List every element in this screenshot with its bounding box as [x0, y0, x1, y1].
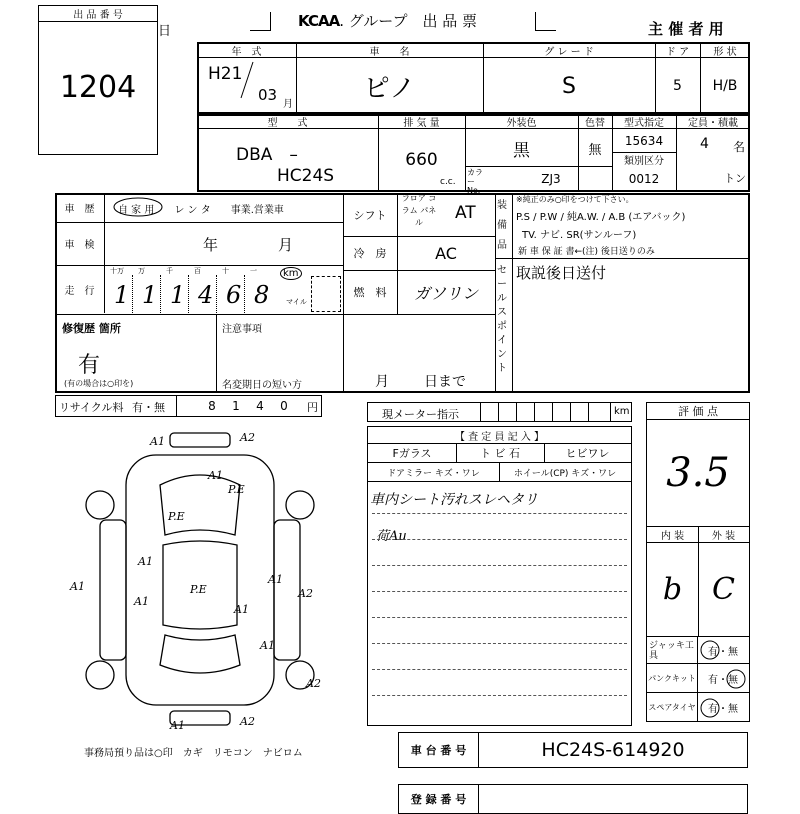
wheel-front-right	[286, 491, 314, 519]
color-value: 黒	[513, 140, 530, 161]
chassis-label: 車 台 番 号	[399, 733, 479, 767]
recolor-header: 色替	[585, 118, 605, 129]
history-label: 車 歴	[64, 204, 95, 215]
repair-label: 修復歴 箇所	[62, 322, 121, 335]
damage-mark: P.E	[190, 583, 207, 596]
equipment-line1: P.S / P.W / 純A.W. / A.B (エアバック)	[516, 212, 686, 223]
shift-options: フロア コラム パネル	[401, 194, 437, 227]
inspector-line1: 車内シート汚れスレヘタリ	[370, 492, 538, 508]
car-name: ピノ	[363, 73, 416, 104]
inspector-line2: 荷Au	[376, 529, 407, 544]
damage-diagram	[60, 425, 340, 735]
recycle-row: リサイクル料 有・無 8 1 4 0 円	[55, 395, 322, 417]
damage-mark: A1	[70, 580, 85, 593]
class-code: 0012	[628, 172, 660, 186]
puncture-kit-label: パンクキット	[648, 673, 696, 683]
month-value: 03	[258, 86, 278, 104]
meter-unit: km	[614, 406, 630, 417]
type-prefix: DBA –	[236, 145, 298, 165]
door-header: ド ア	[665, 46, 690, 58]
lot-header: 出 品 番 号	[39, 6, 157, 22]
damage-mark: A1	[170, 719, 185, 732]
score-value: 3.5	[666, 450, 730, 496]
damage-mark: A1	[260, 639, 275, 652]
grade-header: グ レ ー ド	[544, 46, 594, 58]
mileage-digit: 8	[254, 281, 270, 309]
type-cert-value: 15634	[624, 134, 664, 148]
right-side-panel	[274, 520, 300, 660]
organizer-label: 主 催 者 用	[648, 20, 724, 38]
damage-mark: P.E	[228, 483, 245, 496]
day-suffix: 日	[158, 24, 172, 39]
notes-short-title: 名変期日の短い方	[222, 380, 302, 391]
inspector-header: 【 査 定 員 記 入 】	[454, 431, 545, 443]
wheel-front-left	[86, 491, 114, 519]
damage-mark: A1	[150, 435, 165, 448]
mileage-digit: 1	[170, 281, 186, 309]
type-header: 型 式	[267, 118, 308, 129]
damage-mark: A2	[240, 715, 255, 728]
cc-unit: c.c.	[440, 177, 456, 187]
interior-value: b	[662, 571, 683, 607]
damage-mark: A2	[306, 677, 321, 690]
score-label: 評 価 点	[678, 405, 718, 418]
left-side-panel	[100, 520, 126, 660]
mileage-digit: 1	[142, 281, 158, 309]
capacity-header: 定員・積載	[688, 118, 738, 129]
displacement-header: 排 気 量	[403, 118, 440, 129]
recycle-label: リサイクル料	[59, 401, 124, 414]
capacity-unit: 名	[733, 140, 746, 154]
lot-number: 1204	[59, 69, 137, 105]
registration-label: 登 録 番 号	[399, 785, 479, 813]
ton-unit: トン	[724, 172, 746, 185]
exterior-value: C	[712, 571, 735, 607]
meter-label: 現メーター指示	[382, 408, 459, 421]
class-label: 類別区分	[624, 156, 664, 167]
mileage-digit: 4	[198, 281, 214, 309]
shift-value: AT	[455, 203, 476, 223]
inspector-box: 【 査 定 員 記 入 】 Fガラス ト ビ 石 ヒビワレ ドアミラー キズ・ワレ ホイール(CP) キズ・ワレ 車内シート汚れスレヘタリ 荷Au	[367, 426, 632, 726]
doors-value: 5	[673, 78, 682, 94]
title-bracket-left	[250, 12, 271, 31]
recycle-yen: 円	[307, 401, 318, 414]
ac-label: 冷 房	[353, 247, 387, 260]
car-body-outline	[126, 455, 274, 705]
title-bracket-right	[535, 12, 556, 31]
fuel-label: 燃 料	[353, 286, 387, 299]
damage-mark: P.E	[168, 510, 185, 523]
mile-unit: マイル	[286, 298, 307, 306]
repair-value: 有	[78, 353, 101, 378]
grade-value: S	[562, 73, 576, 99]
shape-value: H/B	[712, 78, 738, 94]
front-bumper	[170, 433, 230, 447]
ac-value: AC	[435, 243, 457, 263]
damage-mark: A2	[298, 587, 313, 600]
equipment-label: 装 備 品	[497, 200, 507, 251]
repair-hint: (有の場合は○印を)	[64, 379, 134, 388]
mileage-box	[311, 276, 341, 312]
jack-value: 有・無	[708, 646, 738, 658]
recolor-value: 無	[588, 142, 602, 158]
era-value: H21	[208, 64, 243, 84]
sales-point-label: セールスポイント	[497, 265, 507, 374]
notes-day: 日まで	[424, 374, 466, 390]
year-header: 年 式	[231, 46, 262, 58]
damage-mark: A1	[268, 573, 283, 586]
equipment-line2: TV. ナビ. SR(サンルーフ)	[522, 230, 637, 241]
rear-window	[160, 635, 240, 673]
inspection-year: 年	[203, 236, 219, 254]
equipment-note: ※純正のみ○印をつけて下さい。	[516, 195, 634, 204]
office-note: 事務局預り品は○印 カギ リモコン ナビロム	[84, 748, 303, 759]
history-options: 自 家 用 レ ン タ 事業.営業車	[118, 205, 284, 216]
color-header: 外装色	[506, 118, 537, 129]
chassis-value: HC24S-614920	[541, 739, 685, 761]
month-suffix: 月	[283, 99, 293, 110]
jack-label: ジャッキ工 具	[649, 641, 703, 661]
damage-mark: A1	[134, 595, 149, 608]
sales-point-text: 取説後日送付	[516, 264, 607, 282]
color-no-label: カラー No.	[467, 168, 483, 195]
meter-row	[367, 402, 632, 422]
puncture-kit-value: 有・無	[708, 674, 738, 686]
shift-label: シフト	[353, 208, 387, 222]
history-circle	[112, 195, 166, 219]
accessory-circles	[696, 636, 756, 722]
title-text: . グループ 出 品 票	[339, 12, 478, 30]
equipment-line3: 新 車 保 証 書←(注) 後日送りのみ	[518, 247, 655, 257]
notes-month: 月	[375, 374, 389, 390]
mileage-digit: 1	[114, 281, 130, 309]
inspection-label: 車 検	[64, 240, 95, 251]
capacity-value: 4	[700, 136, 709, 152]
inspection-month: 月	[278, 236, 294, 254]
displacement-value: 660	[405, 150, 438, 170]
km-unit: km	[280, 268, 302, 279]
kcaa-logo: KCAA	[298, 12, 340, 30]
name-header: 車 名	[369, 46, 410, 58]
damage-mark: A1	[208, 469, 223, 482]
mileage-digit: 6	[226, 281, 242, 309]
fuel-value: ガソリン	[413, 283, 478, 303]
type-cert-header: 型式指定	[624, 118, 664, 129]
year-slash	[238, 60, 256, 100]
shape-header: 形 状	[713, 46, 737, 58]
interior-label: 内 装	[660, 531, 685, 542]
recycle-option: 有・無	[132, 401, 165, 414]
spare-tire-value: 有・無	[708, 703, 738, 715]
damage-mark: A1	[234, 603, 249, 616]
mileage-digits: 十万 万 千 百 十 一 1 1 1 4 6 8	[104, 265, 274, 314]
lot-number-box	[38, 5, 158, 155]
color-no-value: ZJ3	[541, 172, 561, 186]
chassis-row	[398, 732, 748, 768]
registration-row	[398, 784, 748, 814]
title	[298, 10, 477, 31]
mileage-label: 走 行	[64, 286, 95, 297]
wheel-rear-left	[86, 661, 114, 689]
damage-mark: A1	[138, 555, 153, 568]
damage-mark: A2	[240, 431, 255, 444]
exterior-label: 外 装	[711, 531, 736, 542]
type-code: HC24S	[277, 166, 335, 186]
notes-label: 注意事項	[222, 324, 262, 335]
spare-tire-label: スペアタイヤ	[648, 702, 696, 712]
